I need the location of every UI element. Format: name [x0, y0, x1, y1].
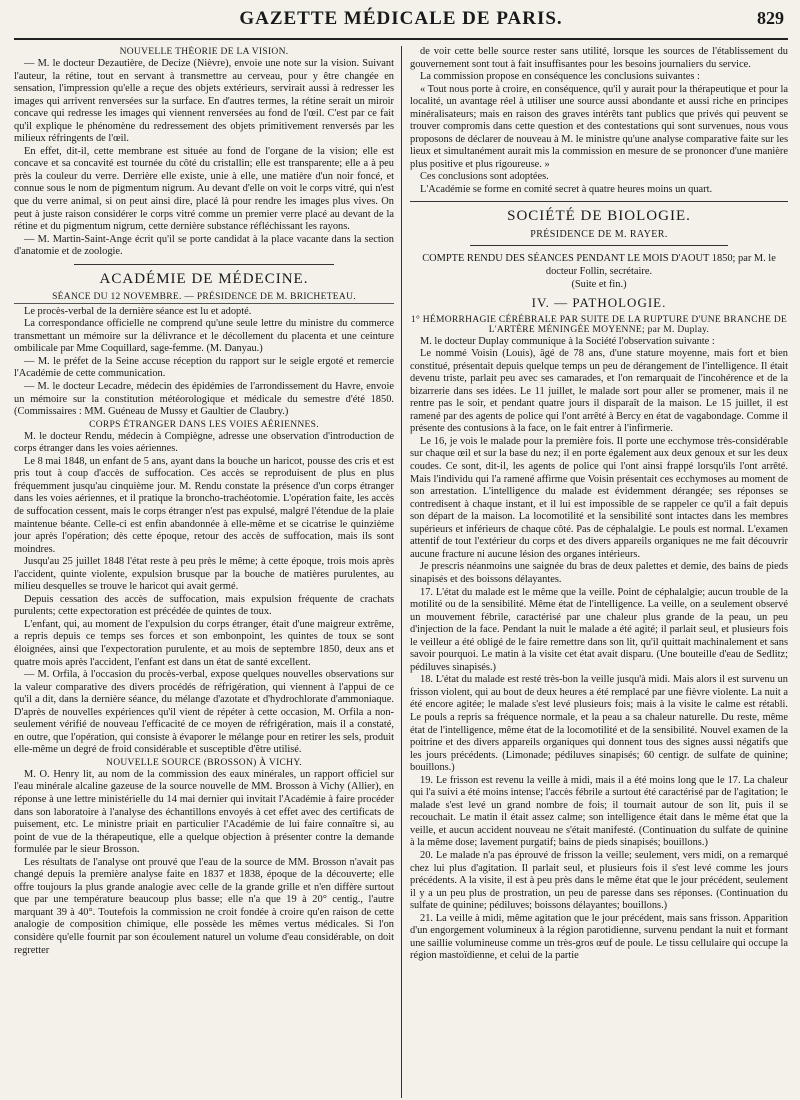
paragraph: L'enfant, qui, au moment de l'expulsion du corps étranger, était d'une maigreur extrême, a repris depuis ce temps ses forces et son embonpoint, les quintes de toux se sont éloignées, ainsi que l'expectoration purulente, et au mois de septembre 1850, deux ans et quatre mois après l'accident, l'enfant est dans un état de santé excellent.	[14, 618, 394, 668]
session-heading: SÉANCE DU 12 NOVEMBRE. — PRÉSIDENCE DE M. BRICHETEAU.	[14, 292, 394, 304]
paragraph: Le 8 mai 1848, un enfant de 5 ans, ayant dans la bouche un haricot, pousse des cris et est pris tout à coup d'accès de suffocation. Ces accès se reproduisent de plus en plus fréquemment jusqu'au cinquième jour. M. Rendu constate la présence d'un corps étranger dans les voies aériennes, et il pratique la broncho-trachéotomie. L'opération faite, les accès de suffocation cessent, mais le corps étranger n'est pas expulsé, malgré l'étendue de la plaie maintenue béante. Celle-ci est enfin abandonnée à elle-même et se cicatrise le quinzième jour après l'opération; dès cette époque, retour des accès de suffocation, mais ils sont moindres.	[14, 455, 394, 555]
divider	[74, 264, 334, 265]
paragraph: Je prescris néanmoins une saignée du bras de deux palettes et demie, des bains de pieds sinapisés et des boissons délayantes.	[410, 561, 788, 585]
paragraph: Jusqu'au 25 juillet 1848 l'état reste à peu près le même; à cette époque, trois mois après l'accident, quinte violente, expulsion brusque par la bouche de matières purulentes, au milieu desquelles se trouve le haricot qui avait germé.	[14, 556, 394, 593]
page-number: 829	[757, 8, 784, 28]
section-heading-source: NOUVELLE SOURCE (BROSSON) À VICHY.	[106, 757, 302, 768]
page-header	[14, 8, 788, 40]
paragraph: M. O. Henry lit, au nom de la commission des eaux minérales, un rapport officiel sur l'eau minérale alcaline gazeuse de la source nouvelle de MM. Brosson à Vichy (Allier), en réponse à une lettre ministérielle du 14 mai dernier qui invitait l'Académie à faire procéder dans son laboratoire à l'analyse des échantillons envoyés à cet effet avec des certificats de puisement, etc. Le ministre priait en particulier l'Académie de lui faire connaître si, au point de vue de la thérapeutique, elle a quelque objection à présenter contre la demande formulée par le sieur Brosson.	[14, 768, 394, 856]
paragraph: 17. L'état du malade est le même que la veille. Point de céphalalgie; aucun trouble de la motilité ou de la sensibilité. Même état de l'intelligence. La veille, on a seulement observé un mouvement fébrile, caractérisé par une chaleur plus grande de la peau, un peu d'injection de la face. Pendant la nuit le malade a été agité; il parlait seul, et plusieurs fois le veilleur a été obligé de le faire remettre dans son lit, qu'il quittait machinalement et sans savoir pourquoi. Le matin à la visite cet état avait disparu. (Une bouteille d'eau de Sedlitz; pédiluves sinapisés.)	[410, 586, 788, 673]
paragraph: — M. Orfila, à l'occasion du procès-verbal, expose quelques nouvelles observations sur la valeur comparative des divers procédés de réfrigération, qui viennent à l'appui de ce qu'il a dit, dans la dernière séance, du mélange d'azotate et d'hydrochlorate d'ammoniaque. D'après de nouvelles expériences qu'il vient de répéter à cette occasion, M. Orfila a non-seulement vérifié de nouveau l'efficacité de ce moyen de réfrigération, mais il a constaté, en outre, que l'opération, qui consiste à évaporer le mélange pour en retirer les sels, produit elle-même un degré de froid considérable et susceptible d'être utilisé.	[14, 669, 394, 756]
divider	[470, 245, 728, 246]
section-title-academie: ACADÉMIE DE MÉDECINE.	[99, 270, 309, 287]
compte-rendu-heading: COMPTE RENDU DES SÉANCES PENDANT LE MOIS D'AOUT 1850; par M. le docteur Follin, secrétaire.	[422, 252, 776, 277]
paragraph: Les résultats de l'analyse ont prouvé que l'eau de la source de MM. Brosson n'avait pas changé depuis la première analyse faite en 1837 et 1838, époque de la découverte; elle offre toujours la plus grande analogie avec celle de la grande grille et n'en diffère surtout que par une température beaucoup plus basse; elle n'a que 19 à 20° centig., l'autre marquant 39 à 40°. Toutefois la commission ne croit fondée à croire qu'en raison de cette analogie de composition chimique, elle possède les mêmes vertus médicales. Si l'on considère qu'elle fournit par son écoulement naturel un volume d'eau considérable, on doit regretter	[14, 856, 394, 956]
left-column	[14, 46, 401, 1098]
paragraph: M. le docteur Rendu, médecin à Compiègne, adresse une observation d'introduction de corps étranger dans les voies aériennes.	[14, 430, 394, 455]
section-title-societe: SOCIÉTÉ DE BIOLOGIE.	[507, 207, 691, 224]
paragraph: La correspondance officielle ne comprend qu'une seule lettre du ministre du commerce transmettant un mémoire sur la délivrance et le décollement du placenta et une ceinture ombilicale par Mme Coquillard, sage-femme. (M. Danyau.)	[14, 318, 394, 355]
paragraph: « Tout nous porte à croire, en conséquence, qu'il y aurait pour la thérapeutique et pour la localité, un avantage réel à utiliser une source aussi abondante et aussi riche en principes minéralisateurs; mais en raison des graves intérêts tant publics que privés qui peuvent se trouver compromis dans cette question et des contestations qui sont survenues, nous vous proposons de déclarer de nouveau à M. le ministre qu'une analyse comparative faite sur les lieux et simultanément aurait mis la commission en mesure de se prononcer d'une manière plus positive et plus rigoureuse. »	[410, 83, 788, 170]
paragraph: M. le docteur Duplay communique à la Société l'observation suivante :	[420, 335, 715, 347]
paragraph: La commission propose en conséquence les conclusions suivantes :	[420, 71, 700, 83]
paragraph: Le nommé Voisin (Louis), âgé de 78 ans, d'une stature moyenne, mais fort et bien constitué, présentait depuis quelque temps un peu de dérangement de l'intelligence. Il était devenu triste, parlait peu avec ses camarades, et l'on remarquait de l'incohérence et de la bizarrerie dans ses idées. Le 11 juillet, le malade sort pour aller se promener, mais il ne rentre pas le soir, et pendant quatre jours il disparaît de la maison. Le 15 juillet, il est ramené par des agents de police qui l'ont arrêté à Bercy en état de vagabondage. Comme il présente des contusions à la face, on le fait entrer à l'infirmerie.	[410, 348, 788, 435]
presidence-heading: PRÉSIDENCE DE M. RAYER.	[530, 228, 668, 240]
paragraph: — M. le docteur Dezautière, de Decize (Nièvre), envoie une note sur la vision. Suivant l'auteur, la rétine, tout en servant à transmettre au cerveau, pour y être changée en sensation, l'impression qu'elle a reçue des objets extérieurs, servirait aussi à redresser les images qui arrivent renversées sur la surface. En d'autres termes, la rétine serait un miroir concave qui redresse les images qui viennent renversées au fond de l'œil. C'est par ce fait qu'il explique le phénomène du redressement des objets primitivement renversés par les milieux réfringents de l'œil.	[14, 58, 394, 145]
paragraph: 20. Le malade n'a pas éprouvé de frisson la veille; seulement, vers midi, on a remarqué chez lui plus d'agitation. Il parlait seul, et plusieurs fois il s'est levé comme les jours précédents. A la visite, il est à peu près dans le même état que le jour précédent, seulement il y a un peu plus de prostration, un peu de paresse dans ses réponses. (Continuation du sulfate de quinine; pédiluves; boissons délayantes; bouillons.)	[410, 849, 788, 912]
paragraph: Le 16, je vois le malade pour la première fois. Il porte une ecchymose très-considérable sur chaque œil et sur la base du nez; il en porte également aux deux genoux et sur les deux coudes. Ce sont, dit-il, les agents de police qui l'ont ainsi frappé lorsqu'ils l'ont arrêté. Mais l'individu qui l'a ramené affirme que Voisin présentait ces ecchymoses au moment de son arrestation. L'intelligence du malade est évidemment dérangée; ses réponses se contredisent à chaque instant, et il lui est impossible de se rappeler ce qu'il a fait depuis son départ de la maison. La locomotilité et la sensibilité sont intactes dans les membres supérieurs et inférieurs de chaque côté. Pas de céphalalgie. Le pouls est normal. L'examen attentif de tout l'extérieur du corps et des divers appareils organiques ne me fait découvrir aucune fracture ni aucune lésion des organes intérieurs.	[410, 435, 788, 560]
paragraph: — M. le docteur Lecadre, médecin des épidémies de l'arrondissement du Havre, envoie un mémoire sur la constitution météorologique et médicale du semestre d'été 1850. (Commissaires : MM. Guéneau de Mussy et Gaultier de Claubry.)	[14, 381, 394, 418]
paragraph: L'Académie se forme en comité secret à quatre heures moins un quart.	[420, 184, 713, 196]
case-heading: 1° HÉMORRHAGIE CÉRÉBRALE PAR SUITE DE LA RUPTURE D'UNE BRANCHE DE L'ARTÈRE MÉNINGÉE MOYENNE; par M. Duplay.	[410, 314, 788, 335]
paragraph: — M. Martin-Saint-Ange écrit qu'il se porte candidat à la place vacante dans la section d'anatomie et de zoologie.	[14, 233, 394, 258]
journal-title: GAZETTE MÉDICALE DE PARIS.	[239, 8, 563, 29]
section-heading-corps: CORPS ÉTRANGER DANS LES VOIES AÉRIENNES.	[89, 419, 319, 430]
paragraph: de voir cette belle source rester sans utilité, lorsque les sources de l'établissement du gouvernement sont tout à fait insuffisantes pour les besoins journaliers du service.	[410, 46, 788, 70]
pathologie-heading: IV. — PATHOLOGIE.	[531, 294, 667, 310]
paragraph: 19. Le frisson est revenu la veille à midi, mais il a été moins long que le 17. La chaleur qui l'a suivi a été moins intense; l'accès fébrile a surtout été caractérisé par de l'agitation; le malade s'est levé un grand nombre de fois; il tournait autour de son lit, puis il se recouchait. Le matin il était assez calme; son intelligence était dans le même état que la veille, et aucun accident nouveau ne s'était manifesté. (Continuation du sulfate de quinine à la même dose; lavement purgatif; bains de pieds sinapisés; bouillons.)	[410, 774, 788, 849]
divider	[410, 201, 788, 202]
columns	[14, 46, 788, 1098]
paragraph: — M. le préfet de la Seine accuse réception du rapport sur le seigle ergoté et remercie l'Académie de cette communication.	[14, 355, 394, 380]
section-heading-vision: NOUVELLE THÉORIE DE LA VISION.	[119, 47, 289, 57]
suite-note: (Suite et fin.)	[571, 278, 627, 290]
paragraph: En effet, dit-il, cette membrane est située au fond de l'organe de la vision; elle est concave et sa concavité est tournée du côté du cristallin; elle est transparente; elle a à peu près la couleur du verre. Derrière elle existe, unie à elle, une matière d'un noir foncé, et connue sous le nom de pigmentum nigrum. Au devant d'elle on voit le corps vitré, qui n'est que du verre animal, si on peut ainsi dire, placé là pour rendre les images plus vives. On peut à juste raison considérer le corps vitré comme un premier verre placé au devant de la rétine et du pigmentum nigrum, cette dernière substance réfléchissant les rayons.	[14, 145, 394, 233]
paragraph: Ces conclusions sont adoptées.	[420, 171, 549, 183]
paragraph: 18. L'état du malade est resté très-bon la veille jusqu'à midi. Mais alors il est survenu un frisson violent, qui au bout de deux heures a été remplacé par une fièvre violente. La nuit a été encore agitée; le malade s'est levé plusieurs fois; mais à la visite le calme est rétabli. Le pouls a repris sa fréquence normale, et la peau a sa chaleur naturelle. Du reste, même état de l'intelligence, même état de la locomotilité et de la sensibilité. Nouvel examen de la poitrine et des divers appareils organiques qui donnent tous des signes aussi négatifs que les jours précédents. (Limonade; pédiluves sinapisés; 60 centigr. de sulfate de quinine; bouillons.)	[410, 674, 788, 774]
paragraph: Depuis cessation des accès de suffocation, mais expulsion fréquente de crachats purulents; cette expectoration est précédée de quintes de toux.	[14, 593, 394, 618]
paragraph: Le procès-verbal de la dernière séance est lu et adopté.	[24, 305, 252, 317]
right-column	[401, 46, 788, 1098]
paragraph: 21. La veille à midi, même agitation que le jour précédent, mais sans frisson. Apparition d'un engorgement volumineux à la région parotidienne, survenu pendant la nuit et formant une saillie volumineuse comme un très-gros œuf de poule. Le tissu cellulaire qui occupe la région mastoïdienne, et celui de la partie	[410, 912, 788, 962]
